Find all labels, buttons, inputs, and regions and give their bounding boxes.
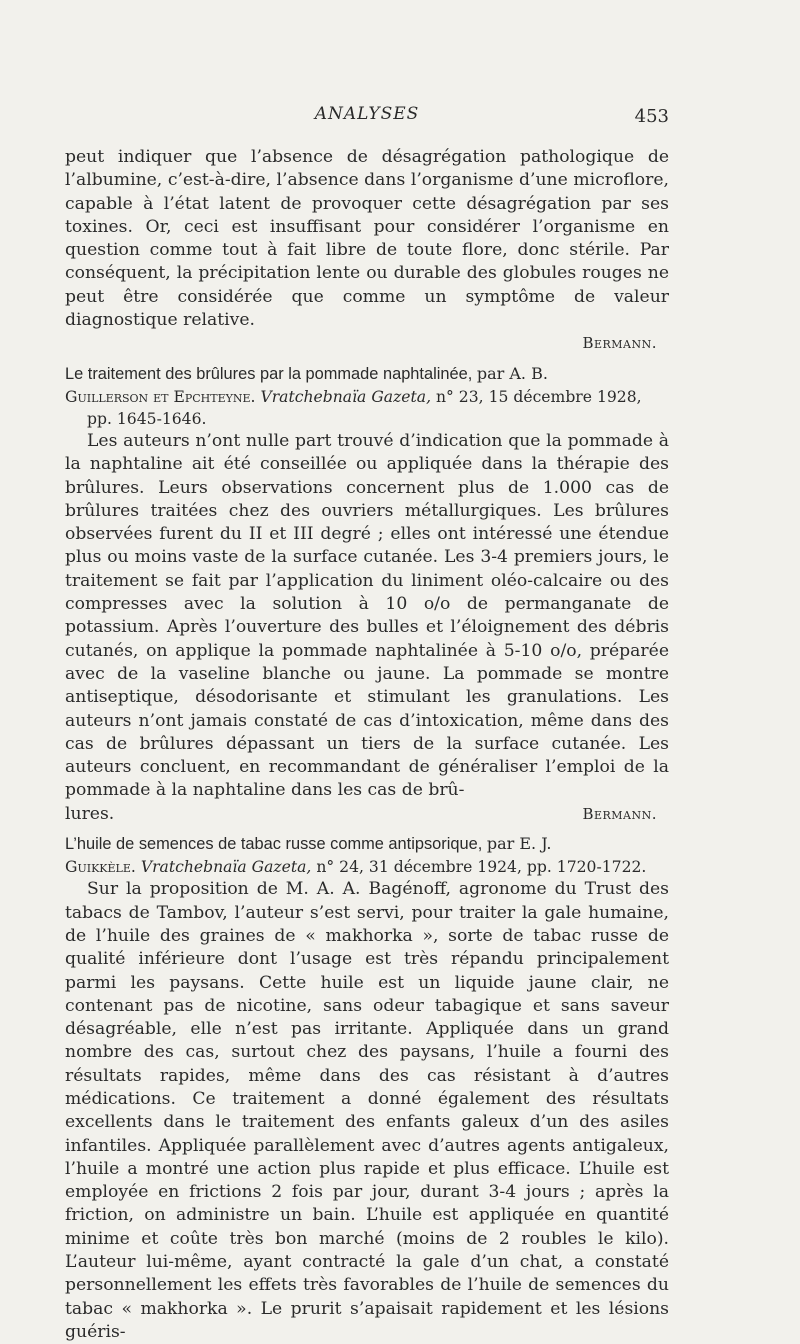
article-title-text: L’huile de semences de tabac russe comme antipsorique,	[65, 835, 483, 854]
article-body: Sur la proposition de M. A. A. Bagénoff, agronome du Trust des tabacs de Tambov, l’auteur s’est servi, pour traiter la gale humaine, de l’huile des graines de « makhorka », sorte de tabac russe de qualité inférieure dont l’usage est très répandu principalement parmi les paysans. Cette huile est un liquide jaune clair, ne contenant pas de nicotine, sans odeur tabagique et sans saveur désagréable, elle n’est pas irritante. Appliquée dans un grand nombre des cas, surtout chez des paysans, l’huile a fourni des résultats rapides, même dans des cas résistant à d’autres médications. Ce traitement a donné également des résultats excellents dans le traitement des enfants galeux d’un des asiles infantiles. Appliquée parallèlement avec d’autres agents antigaleux, l’huile a montré une action plus rapide et plus efficace. L’huile est employée en frictions 2 fois par jour, durant 3-4 jours ; après la friction, on administre un bain. L’huile est appliquée en quantité minime et coûte très bon marché (moins de 2 roubles le kilo). L’auteur lui-même, ayant contracté la gale d’un chat, a constaté personnellement les effets très favorables de l’huile de semences du tabac « makhorka ». Le prurit s’apaisait rapidement et les lésions guéris-	[65, 879, 669, 1342]
running-title: ANALYSES	[314, 104, 420, 124]
paragraph-continuation: peut indiquer que l’absence de désagrégation pathologique de l’albumine, c’est-à-dire, l’absence dans l’organisme d’une microflore, capable à l’état latent de provoquer cette désagrégation par ses toxines. Or, ceci est insuffisant pour considérer l’organisme en question comme tout à fait libre de toute flore, donc stérile. Par conséquent, la précipitation lente ou durable des globules rouges ne peut être considérée que comme un symptôme de valeur diagnostique relative.	[65, 147, 669, 331]
article-by: par E. J.	[486, 834, 552, 854]
article-issue: n° 24, 31 décembre 1924, pp. 1720-1722.	[316, 858, 647, 877]
article-title-text: Le traitement des brûlures par la pommade naphtalinée,	[65, 364, 473, 383]
article-reference	[65, 856, 669, 878]
article-by: par A. B.	[476, 363, 548, 383]
running-head	[65, 104, 669, 128]
signature: Bermann.	[582, 804, 657, 823]
article-title	[65, 832, 669, 856]
article-title	[65, 362, 669, 386]
article-last-line: lures.	[65, 803, 115, 824]
page-number: 453	[634, 106, 669, 127]
article-reference	[65, 386, 669, 430]
article-authors: Guikkèle.	[65, 858, 136, 877]
page-body	[65, 146, 669, 1344]
article-issue: n° 23, 15 décembre 1928, pp. 1645-1646.	[87, 387, 642, 428]
article-journal: Vratchebnaïa Gazeta,	[260, 387, 432, 406]
article-authors: Guillerson et Epchteyne.	[65, 387, 256, 406]
article-closing-line	[65, 803, 669, 826]
article-body: Les auteurs n’ont nulle part trouvé d’indication que la pommade à la naphtaline ait été conseillée ou appliquée dans la thérapie des brûlures. Leurs observations concernent plus de 1.000 cas de brûlures traitées chez des ouvriers métallurgiques. Les brûlures observées furent du II et III degré ; elles ont intéressé une étendue plus ou moins vaste de la surface cutanée. Les 3-4 premiers jours, le traitement se fait par l’application du liniment oléo-calcaire ou des compresses avec la solution à 10 o/o de permanganate de potassium. Après l’ouverture des bulles et l’éloignement des débris cutanés, on applique la pommade naphtalinée à 5-10 o/o, préparée avec de la vaseline blanche ou jaune. La pommade se montre antiseptique, désodorisante et stimulant les granulations. Les auteurs n’ont jamais constaté de cas d’intoxication, même dans des cas de brûlures dépassant un tiers de la surface cutanée. Les auteurs concluent, en recommandant de généraliser l’emploi de la pommade à la naphtaline dans les cas de brû-	[65, 430, 669, 801]
article-journal: Vratchebnaïa Gazeta,	[140, 858, 312, 877]
signature: Bermann.	[582, 334, 657, 353]
